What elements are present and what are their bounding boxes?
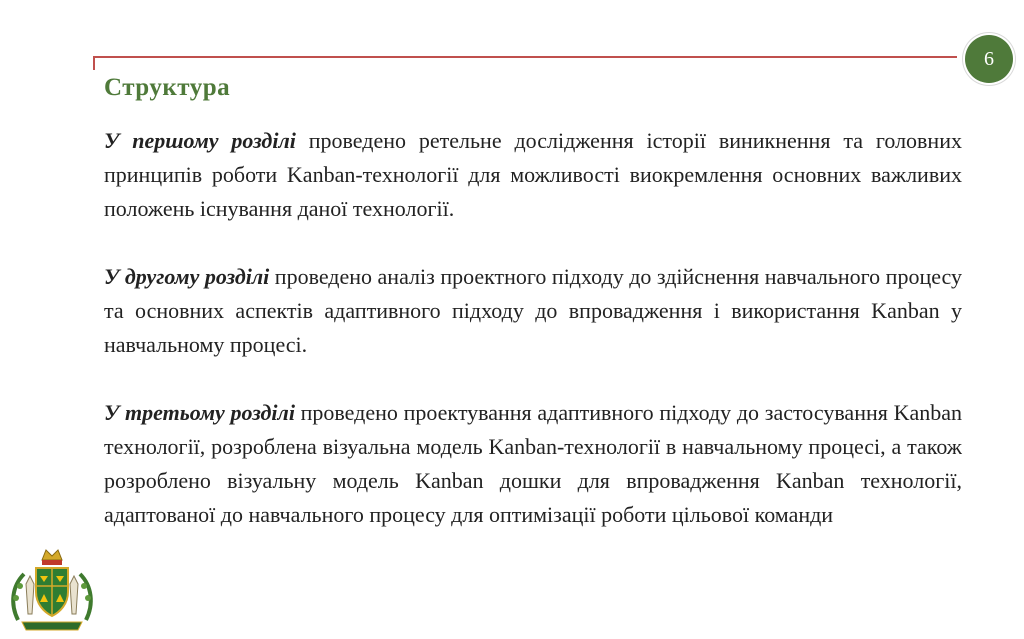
- section-paragraph-3: [104, 396, 962, 532]
- section-text-3: проведено проектування адаптивного підходу до застосування Kanban технології, розроблена візуальна модель Kanban-технології в навчальному процесі, а також розроблено візуальну модель Kanban дошки для впровадження Kanban технології, адаптованої до навчального процесу для оптимізації роботи цільової команди: [104, 400, 962, 527]
- page-number-badge: 6: [965, 35, 1013, 83]
- section-text-1: проведено ретельне дослідження історії виникнення та головних принципів роботи Kanban-технології для можливості виокремлення основних важливих положень існування даної технології.: [104, 128, 962, 221]
- section-paragraph-1: [104, 124, 962, 226]
- header-rule-corner: [93, 56, 95, 70]
- section-lead-2: У другому розділі: [104, 264, 270, 289]
- section-text-2: проведено аналіз проектного підходу до здійснення навчального процесу та основних аспектів адаптивного підходу до впровадження і використання Kanban у навчальному процесі.: [104, 264, 963, 357]
- university-coat-of-arms-icon: [4, 540, 100, 636]
- section-lead-1: У першому розділі: [104, 128, 296, 153]
- slide-title: Структура: [104, 74, 231, 101]
- slide-body: [104, 124, 962, 566]
- section-paragraph-2: [104, 260, 962, 362]
- section-lead-3: У третьому розділі: [104, 400, 295, 425]
- header-rule: [93, 56, 957, 58]
